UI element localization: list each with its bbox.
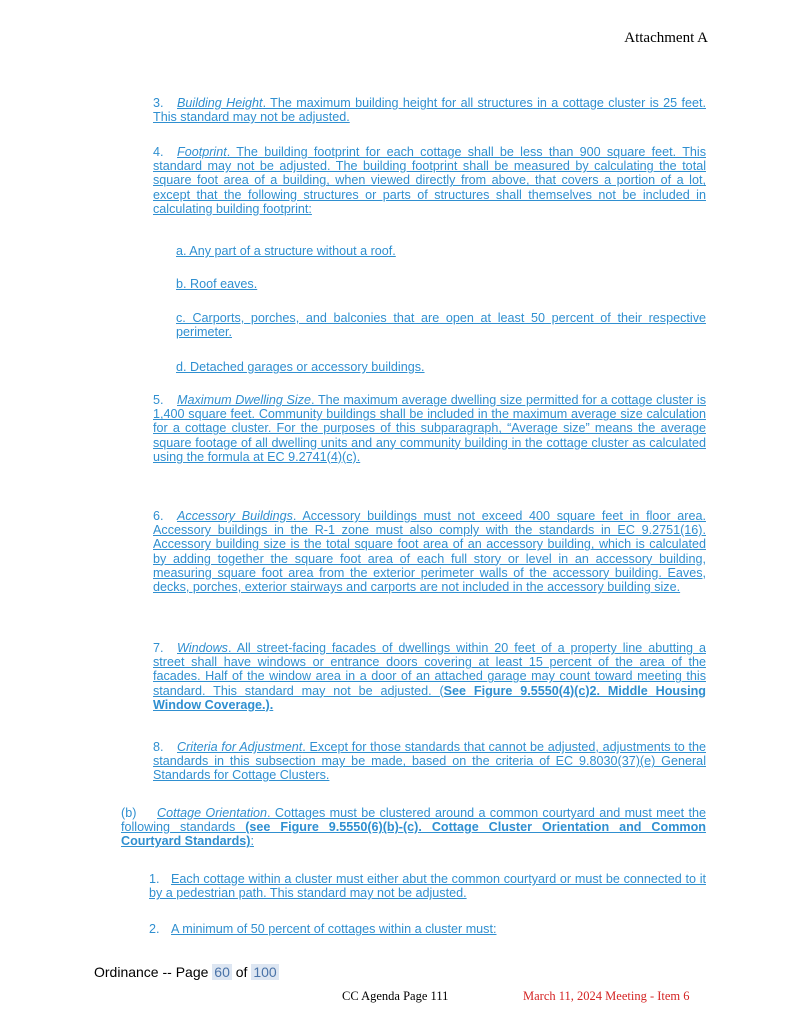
item-b-heading: Cottage Orientation	[157, 806, 268, 820]
figure-reference: See Figure 9.5550(4)(c)2. Middle Housing Window Coverage.).	[153, 683, 706, 712]
item-b1-paragraph: 1. Each cottage within a cluster must either abut the common courtyard or must be connected to it by a pedestrian path. This standard may not be adjusted.	[149, 872, 706, 901]
item-4a: a. Any part of a structure without a roof.	[176, 244, 396, 258]
item-4c: c. Carports, porches, and balconies that are open at least 50 percent of their respective perimeter.	[176, 311, 706, 340]
item-5-heading: Maximum Dwelling Size	[177, 393, 312, 407]
page-total-field: 100	[253, 964, 277, 980]
item-6-heading: Accessory Buildings	[177, 509, 293, 523]
item-3-paragraph: 3. Building Height. The maximum building height for all structures in a cottage cluster is 25 feet. This standard may not be adjusted.	[153, 96, 706, 125]
item-7-paragraph: 7. Windows. All street-facing facades of dwellings within 20 feet of a property line abutting a street shall have windows or entrance doors covering at least 15 percent of the area of the facades. Half of the window area in a door of an attached garage may count toward meeting this standard. This standard may not be adjusted. (See Figure 9.5550(4)(c)2. Middle Housing Window Coverage.).	[153, 641, 706, 712]
ordinance-page-footer: Ordinance -- Page 60 of 100	[94, 964, 277, 980]
page-number-field: 60	[214, 964, 230, 980]
item-4-heading: Footprint	[177, 145, 227, 159]
agenda-page-label: CC Agenda Page 111	[342, 989, 449, 1003]
item-4d: d. Detached garages or accessory buildings.	[176, 360, 425, 374]
item-8-heading: Criteria for Adjustment	[177, 740, 303, 754]
meeting-label: March 11, 2024 Meeting - Item 6	[523, 989, 690, 1003]
item-b-paragraph: (b) Cottage Orientation. Cottages must be clustered around a common courtyard and must meet the following standards (see Figure 9.5550(6)(b)-(c). Cottage Cluster Orientation and Common Courtyard Standards):	[121, 806, 707, 849]
figure-reference: (see Figure 9.5550(6)(b)-(c). Cottage Cluster Orientation and Common Courtyard Standards)	[121, 820, 707, 849]
item-6-paragraph: 6. Accessory Buildings. Accessory buildings must not exceed 400 square feet in floor area. Accessory buildings in the R-1 zone must also comply with the standards in EC 9.2751(16). Accessory building size is the total square foot area of an accessory building, which is calculated by adding together the square foot area of each full story or level in an accessory building, measuring square foot area from the exterior perimeter walls of the accessory building. Eaves, decks, porches, exterior stairways and carports are not included in the accessory building size.	[153, 509, 706, 595]
attachment-label: Attachment A	[624, 30, 708, 46]
item-4-paragraph: 4. Footprint. The building footprint for each cottage shall be less than 900 square feet. This standard may not be adjusted. The building footprint shall be measured by calculating the total square foot area of a building, when viewed directly from above, that covers a portion of a lot, except that the following structures or parts of structures shall themselves not be included in calculating building footprint:	[153, 145, 706, 216]
item-7-heading: Windows	[177, 641, 228, 655]
item-3-heading: Building Height	[177, 96, 263, 110]
item-4b: b. Roof eaves.	[176, 277, 258, 291]
item-5-paragraph: 5. Maximum Dwelling Size. The maximum average dwelling size permitted for a cottage cluster is 1,400 square feet. Community buildings shall be included in the maximum average size calculation for a cottage cluster. For the purposes of this subparagraph, “Average size” means the average square footage of all dwelling units and any community building in the cottage cluster as calculated using the formula at EC 9.2741(4)(c).	[153, 393, 706, 464]
item-b2-paragraph: 2. A minimum of 50 percent of cottages within a cluster must:	[149, 922, 497, 936]
item-8-paragraph: 8. Criteria for Adjustment. Except for those standards that cannot be adjusted, adjustments to the standards in this subsection may be made, based on the criteria of EC 9.8030(37)(e) General Standards for Cottage Clusters.	[153, 740, 706, 783]
